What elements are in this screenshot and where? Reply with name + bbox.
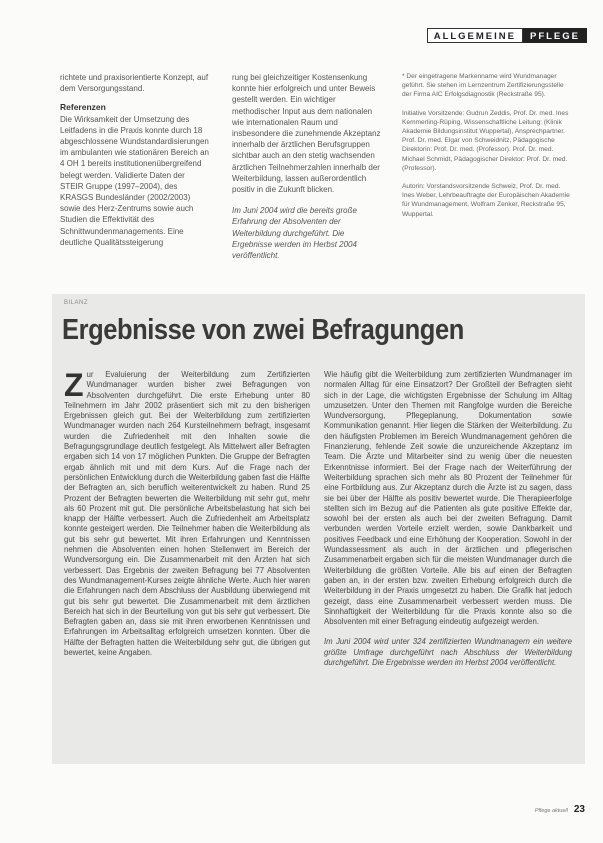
top-column-3-footnotes <box>402 72 574 228</box>
heading-referenzen: Referenzen <box>60 102 106 113</box>
top-column-1 <box>60 72 210 248</box>
article-column-2 <box>324 370 572 668</box>
dropcap: Z <box>64 367 84 403</box>
top-col1-text: Die Wirksamkeit der Umsetzung des Leitfadens in die Praxis konnte durch 18 abgeschlossene Wundstandardisierungen im ambulanten wie stationären Bereich an 4 OH 1 bereits institutionenübergreifend belegt werden. Validierte Daten der STEIR Gruppe (1997–2004), des KRASGS Bundesländer (2002/2003) sowie des Herz-Zentrums sowie auch Studien die Effektivität des Schnittwundenmanagements. Eine deutliche Qualitätssteigerung <box>60 114 209 247</box>
article-col1-text: ur Evaluierung der Weiterbildung zum Zertifizierten Wundmanager wurden bisher zwei Befragungen von Absolventen durchgeführt. Die erste Erhebung unter 80 Teilnehmern im Jahr 2002 präsentiert sich mit zu den bisherigen Ergebnissen gleich gut. Bei der Weiterbildung zum zertifizierten Wundmanager wurden nach 264 Kursteilnehmern befragt, insgesamt wurden die Zufriedenheit mit den Inhalten sowie die Befragungsgrundlage deutlich festgelegt. Als Mittelwert aller Befragten ergaben sich 14 von 17 möglichen Punkten. Die Gruppe der Befragten ergab ähnlich mit und mit dem Kurs. Auf die Frage nach der persönlichen Entwicklung durch die Weiterbildung gaben fast die Hälfte der Befragten an, sich beruflich weiterentwickelt zu haben. Rund 25 Prozent der Befragten bewerten die Weiterbildung mit sehr gut, mehr als 60 Prozent mit gut. Die persönliche Arbeitsbelastung hat sich bei knapp der Hälfte verbessert. Auch die Zufriedenheit am Arbeitsplatz konnte gesteigert werden. Die Teilnehmer haben die Weiterbildung als gut bis sehr gut bewertet. Mit ihren Erfahrungen und Kenntnissen nehmen die Absolventen einen hohen Stellenwert im Bereich der Wundversorgung ein. Die Zusammenarbeit mit den Ärzten hat sich verbessert. Das Ergebnis der zweiten Befragung bei 77 Absolventen des Wundmanagement-Kurses zeigte ähnliche Werte. Auch hier waren die Erfahrungen nach dem Abschluss der Ausbildung überwiegend mit gut bis sehr gut bewertet. Die Zusammenarbeit mit dem ärztlichen Bereich hat sich in der Beurteilung von gut bis sehr gut verbessert. Die Befragten gaben an, dass sie mit ihren erworbenen Kenntnissen und Erfahrungen im Arbeitsalltag erfolgreich umsetzen konnten. Über die Hälfte der Befragten hatten die Weiterbildung sehr gut, die übrigen gut bewertet, keine Angaben. <box>64 370 310 658</box>
article-column-1 <box>64 367 310 658</box>
article-col2-italic-note: Im Juni 2004 wird unter 324 zertifizierten Wundmanagern ein weitere größte Umfrage durchgeführt nach Abschluss der Weiterbildung durchgeführt. Die Ergebnisse werden im Herbst 2004 veröffentlicht. <box>324 637 572 668</box>
top-col1-lead: richtete und praxisorientierte Konzept, auf dem Versorgungsstand. <box>60 73 209 94</box>
footnote-1: * Der eingetragene Markenname wird Wundmanager geführt. Sie stehen im Lernzentrum Zertifizierungsstelle der Firma AIC Erfolgsdiagnostik (Reckstraße 95). <box>402 73 564 99</box>
top-column-2 <box>232 72 382 261</box>
page-footer <box>535 804 585 815</box>
footnote-2: Initiative Vorsitzende: Gudrun Zeddis, Prof. Dr. med. Ines Kemmerling-Rüping, Wissenschaftliche Leitung: (Klinik Akademie Bildungsinstitut Wuppertal), Ansprechpartner. Prof. Dr. med. Elgar von Schweidnitz, Pädagogische Direktorin: Prof. Dr. med. (Professor). Prof. Dr. med. Michael Schmidt, Pädagogischer Direktor: Prof. Dr. med. (Professor). <box>402 109 569 172</box>
top-col2-italic-note: Im Juni 2004 wird die bereits große Erfahrung der Absolventen der Weiterbildung durchgeführt. Die Ergebnisse werden im Herbst 2004 veröffentlicht. <box>232 206 357 261</box>
tag-allgemeine: ALLGEMEINE <box>427 28 523 43</box>
article-kicker: BILANZ <box>64 300 89 306</box>
journal-name: Pflege aktuell <box>534 808 568 814</box>
article-title: Ergebnisse von zwei Befragungen <box>62 314 464 346</box>
section-header-tags <box>427 28 587 43</box>
page-number: 23 <box>573 804 585 815</box>
article-col2-text: Wie häufig gibt die Weiterbildung zum zertifizierten Wundmanager im normalen Alltag für eine Einsatzort? Der Großteil der Befragten sieht sich in der Lage, die wichtigsten Ergebnisse der Schulung im Alltag umzusetzen. Unter den Themen mit Rangfolge wurden die Bereiche Wundversorgung, Pflegeplanung, Dokumentation sowie Kommunikation genannt. Hier liegen die Stärken der Weiterbildung. Zu den häufigsten Problemen im Bereich Wundmanagement gehören die Finanzierung, fehlende Zeit sowie die unzureichende Akzeptanz im Team. Die Ärzte und Mitarbeiter sind zu wenig über die neuesten Erkenntnisse informiert. Bei der Frage nach der Weiterführung der Weiterbildung sprachen sich mehr als 80 Prozent der Teilnehmer für eine Fortbildung aus. Zur Akzeptanz durch die Ärzte ist zu sagen, dass sie bei über der Hälfte als positiv bewertet wurde. Die Therapieerfolge stellten sich im Bezug auf die Patienten als gute positive Effekte dar, sowohl bei der ersten als auch bei der zweiten Befragung. Damit verbunden werden Vorteile erzielt werden, sowie Dankbarkeit und positives Feedback und eine Erhöhung der Kooperation. Sowohl in der Wundassessment als auch in der ärztlichen und pflegerischen Zusammenarbeit ergaben sich für die meisten Wundmanager durch die Weiterbildung die größten Vorteile. Alle bis auf einen der Befragten gaben an, in der ersten bzw. zweiten Erhebung erfolgreich durch die Weiterbildung in der Praxis umgesetzt zu haben. Die Grafik hat jedoch gezeigt, dass eine Zusammenarbeit verbessert werden muss. Die Sinnhaftigkeit der Weiterbildung für die Praxis konnte also so die Absolventen mit einer Befragung eindeutig aufgezeigt werden. <box>324 370 572 627</box>
top-col2-text: rung bei gleichzeitiger Kostensenkung konnte hier erfolgreich und unter Beweis gestellt werden. Ein wichtiger methodischer Input aus dem nationalen wie internationalen Raum und insbesondere die zunehmende Akzeptanz innerhalb der ärztlichen Berufsgruppen sichtbar auch an den stetig wachsenden ärztlichen Teilnehmerzahlen innerhalb der Weiterbildung, lassen außerordentlich positiv in die Zukunft blicken. <box>232 73 381 195</box>
footnote-3: Autorin: Vorstandsvorsitzende Schweiz, Prof. Dr. med. Ines Weber, Lehrbeauftragte der Europäischen Akademie für Wundmanagement, Wolfram Zenker, Reckstraße 95, Wuppertal. <box>402 183 570 218</box>
tag-pflege: PFLEGE <box>523 28 587 43</box>
